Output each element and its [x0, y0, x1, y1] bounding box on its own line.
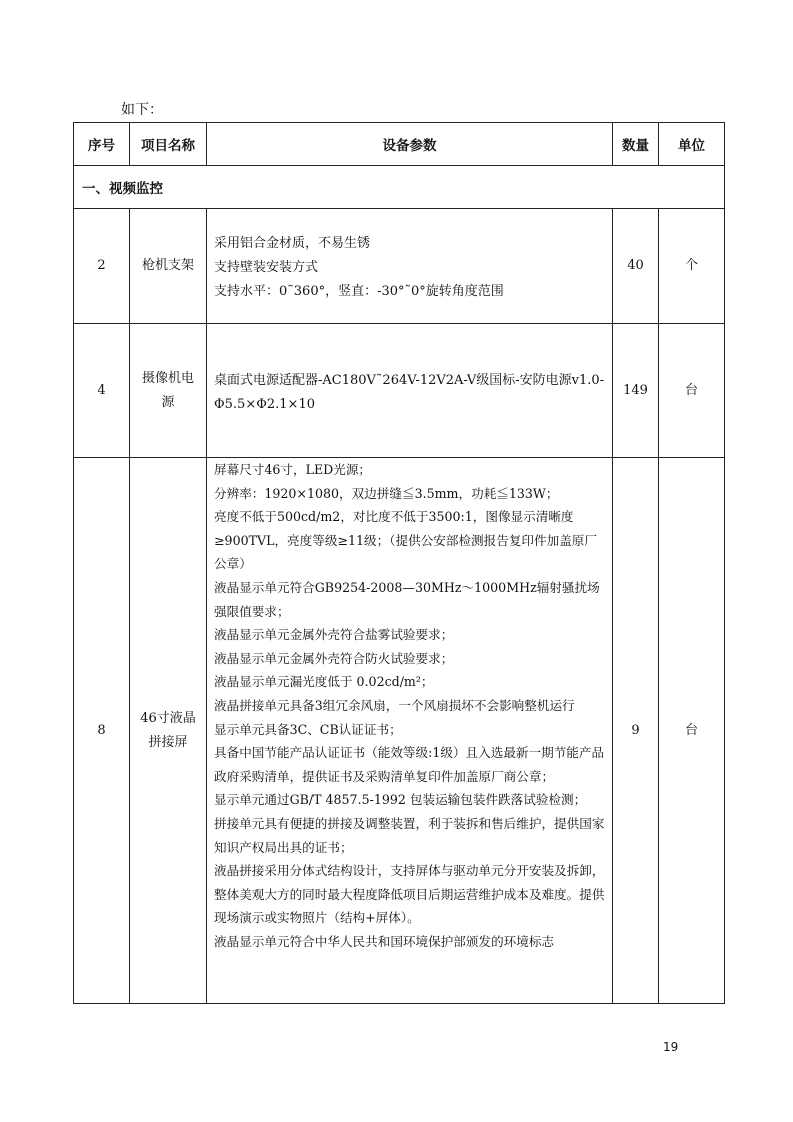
- row-index: 4: [74, 324, 130, 458]
- row-params: [207, 458, 613, 1004]
- row-params: [207, 324, 613, 458]
- param-line: 液晶拼接单元具备3组冗余风扇，一个风扇损坏不会影响整机运行: [214, 697, 575, 713]
- section-row: [74, 166, 725, 209]
- param-line: 液晶显示单元漏光度低于 0.02cd/m²；: [214, 674, 434, 690]
- param-line: 液晶显示单元金属外壳符合盐雾试验要求；: [214, 627, 454, 643]
- header-index: 序号: [74, 123, 130, 166]
- table-row: [74, 209, 725, 324]
- param-line: 显示单元具备3C、CB认证证书；: [214, 721, 402, 737]
- param-line: 支持水平：0˜360°，竖直：-30°˜0°旋转角度范围: [214, 284, 504, 299]
- param-line: 桌面式电源适配器-AC180V˜264V-12V2A-V级国标-安防电源v1.0-Φ5.5×Φ2.1×10: [214, 372, 605, 412]
- param-line: 液晶拼接采用分体式结构设计，支持屏体与驱动单元分开安装及拆卸，整体美观大方的同时最大程度降低项目后期运营维护成本及难度。提供现场演示或实物照片（结构+屏体）。: [214, 863, 605, 926]
- param-line: 拼接单元具有便捷的拼接及调整装置，利于装拆和售后维护，提供国家知识产权局出具的证书；: [214, 815, 605, 855]
- row-name: 摄像机电源: [130, 324, 207, 458]
- row-index: 2: [74, 209, 130, 324]
- row-qty: 40: [613, 209, 659, 324]
- row-name: 枪机支架: [130, 209, 207, 324]
- header-unit: 单位: [659, 123, 725, 166]
- row-unit: 个: [659, 209, 725, 324]
- table-row: [74, 458, 725, 1004]
- param-line: 支持壁装安装方式: [214, 260, 319, 275]
- page-number: 19: [663, 1040, 679, 1054]
- param-line: 液晶显示单元金属外壳符合防火试验要求；: [214, 650, 454, 666]
- param-line: 液晶显示单元符合中华人民共和国环境保护部颁发的环境标志: [214, 933, 555, 949]
- row-name: 46寸液晶拼接屏: [130, 458, 207, 1004]
- header-name: 项目名称: [130, 123, 207, 166]
- table-row: [74, 324, 725, 458]
- row-index: 8: [74, 458, 130, 1004]
- header-params: 设备参数: [207, 123, 613, 166]
- param-line: 屏幕尺寸46寸，LED光源；: [214, 462, 372, 477]
- param-line: 采用铝合金材质，不易生锈: [214, 236, 371, 251]
- row-unit: 台: [659, 458, 725, 1004]
- section-title: 一、视频监控: [74, 166, 725, 209]
- param-line: 亮度不低于500cd/m2，对比度不低于3500:1，图像显示清晰度≥900TVL，亮度等级≥11级；（提供公安部检测报告复印件加盖原厂公章）: [214, 509, 597, 572]
- param-line: 分辨率：1920×1080，双边拼缝≦3.5mm，功耗≦133W；: [214, 485, 559, 501]
- header-qty: 数量: [613, 123, 659, 166]
- row-qty: 9: [613, 458, 659, 1004]
- param-line: 液晶显示单元符合GB9254-2008—30MHz～1000MHz辐射骚扰场强限值要求；: [214, 579, 600, 619]
- table-header-row: [74, 123, 725, 166]
- param-line: 显示单元通过GB/T 4857.5-1992 包装运输包装件跌落试验检测；: [214, 792, 587, 808]
- row-params: [207, 209, 613, 324]
- intro-text: 如下：: [121, 102, 163, 118]
- param-line: 具备中国节能产品认证证书（能效等级:1级）且入选最新一期节能产品政府采购清单，提供证书及采购清单复印件加盖原厂商公章；: [214, 745, 605, 784]
- equipment-table: [73, 122, 725, 1004]
- row-unit: 台: [659, 324, 725, 458]
- row-qty: 149: [613, 324, 659, 458]
